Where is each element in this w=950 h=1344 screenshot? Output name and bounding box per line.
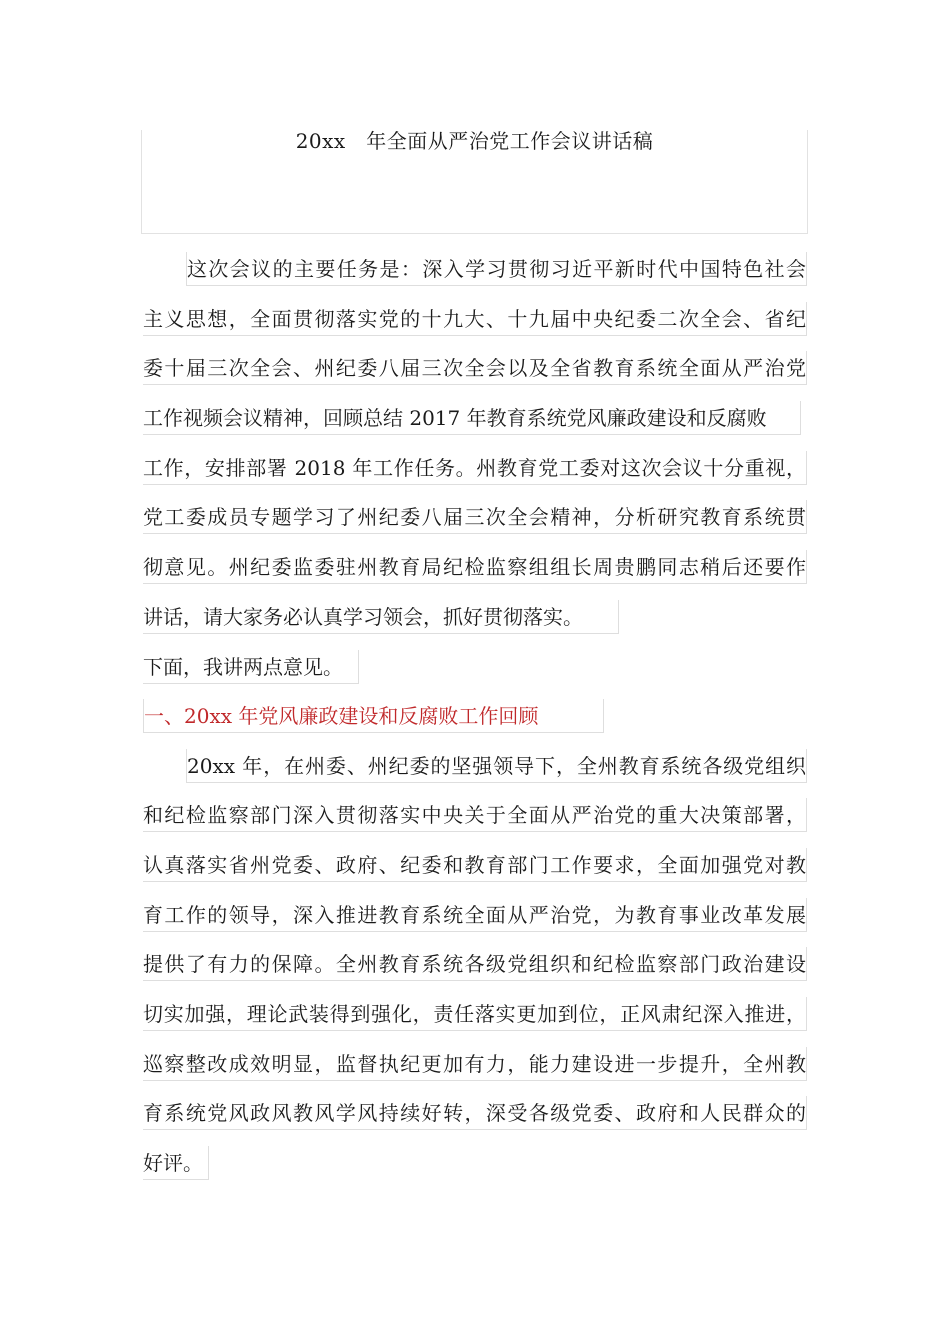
paragraph3-line-8: 育系统党风政风教风学风持续好转，深受各级党委、政府和人民群众的 bbox=[143, 1096, 807, 1130]
paragraph3-line-4: 育工作的领导，深入推进教育系统全面从严治党，为教育事业改革发展 bbox=[143, 898, 807, 932]
paragraph1-line-2: 主义思想，全面贯彻落实党的十九大、十九届中央纪委二次全会、省纪 bbox=[143, 302, 807, 336]
paragraph1-line-7: 彻意见。州纪委监委驻州教育局纪检监察组组长周贵鹏同志稍后还要作 bbox=[143, 550, 807, 584]
paragraph3-line-9: 好评。 bbox=[143, 1146, 209, 1180]
title-box bbox=[141, 130, 808, 234]
paragraph1-line-8: 讲话，请大家务必认真学习领会，抓好贯彻落实。 bbox=[143, 600, 619, 634]
section1-heading: 一、20xx 年党风廉政建设和反腐败工作回顾 bbox=[143, 699, 604, 733]
paragraph1-line-1: 这次会议的主要任务是：深入学习贯彻习近平新时代中国特色社会 bbox=[186, 252, 807, 286]
paragraph3-line-2: 和纪检监察部门深入贯彻落实中央关于全面从严治党的重大决策部署， bbox=[143, 798, 807, 832]
paragraph1-line-5: 工作，安排部署 2018 年工作任务。州教育党工委对这次会议十分重视， bbox=[143, 451, 807, 485]
paragraph1-line-4: 工作视频会议精神，回顾总结 2017 年教育系统党风廉政建设和反腐败 bbox=[143, 401, 801, 435]
paragraph3-line-5: 提供了有力的保障。全州教育系统各级党组织和纪检监察部门政治建设 bbox=[143, 947, 807, 981]
paragraph3-line-1: 20xx 年，在州委、州纪委的坚强领导下，全州教育系统各级党组织 bbox=[186, 749, 807, 783]
paragraph1-line-3: 委十届三次全会、州纪委八届三次全会以及全省教育系统全面从严治党 bbox=[143, 351, 807, 385]
paragraph3-line-3: 认真落实省州党委、政府、纪委和教育部门工作要求，全面加强党对教 bbox=[143, 848, 807, 882]
paragraph3-line-6: 切实加强，理论武装得到强化，责任落实更加到位，正风肃纪深入推进， bbox=[143, 997, 807, 1031]
document-title: 20xx 年全面从严治党工作会议讲话稿 bbox=[295, 129, 654, 153]
paragraph2-line-1: 下面，我讲两点意见。 bbox=[143, 650, 359, 684]
paragraph1-line-6: 党工委成员专题学习了州纪委八届三次全会精神，分析研究教育系统贯 bbox=[143, 500, 807, 534]
paragraph3-line-7: 巡察整改成效明显，监督执纪更加有力，能力建设进一步提升，全州教 bbox=[143, 1047, 807, 1081]
